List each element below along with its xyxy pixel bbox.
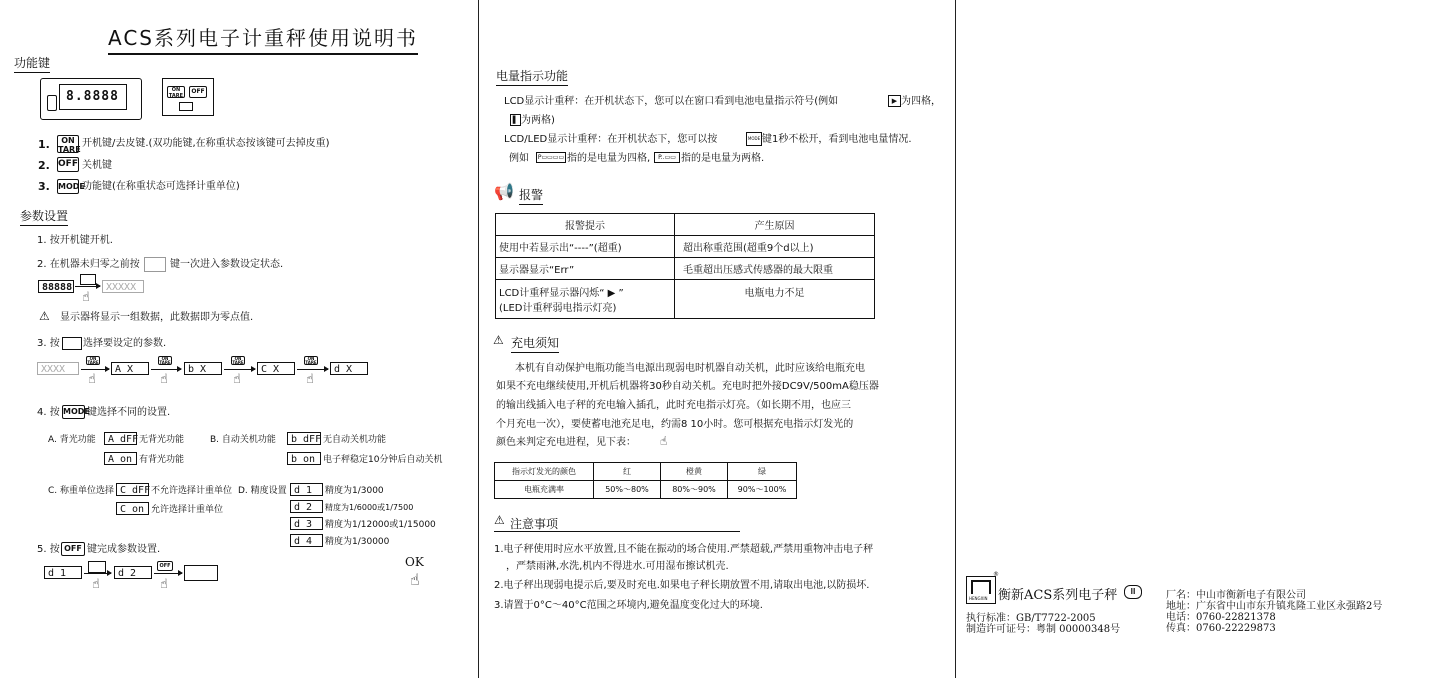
charge-cell: 50%～80% — [594, 481, 661, 499]
alarm-cell: 电瓶电力不足 — [675, 280, 875, 319]
option-d3-text: 精度为1/12000或1/15000 — [325, 520, 436, 530]
alarm-header-1: 报警提示 — [496, 214, 675, 236]
option-c-on-lcd: C on — [116, 502, 149, 515]
step2-key-box — [144, 257, 166, 272]
battery-line-1b: 为四格， — [901, 96, 941, 107]
step3-on-key-1: ON TARE — [87, 356, 99, 365]
alarm-cell: 超出称重范围(超重9个d以上) — [675, 236, 875, 258]
keypad-on-key: ON TARE — [168, 87, 184, 99]
charge-cell: 绿 — [728, 463, 797, 481]
charge-cell: 90%～100% — [728, 481, 797, 499]
battery-line-4: 例如 — [509, 153, 529, 164]
alarm-table — [495, 213, 875, 319]
charge-cell: 电瓶充满率 — [495, 481, 594, 499]
charge-cell: 指示灯发光的颜色 — [495, 463, 594, 481]
hand-icon: ☝ — [160, 372, 168, 387]
charge-cell: 红 — [594, 463, 661, 481]
option-c-label: C. 称重单位选择 — [48, 486, 115, 496]
scale-display: 8.8888 — [59, 84, 127, 110]
charge-cell: 橙黄 — [661, 463, 728, 481]
step3-display-1: XXXX — [37, 362, 79, 375]
step4-mode-key: MODE — [62, 405, 85, 419]
warning-icon: ⚠ — [39, 309, 50, 323]
charge-line-2: 如果不充电继续使用,开机后机器将30秒自动关机。充电时把外接DC9V/500mA稳压器 — [496, 381, 879, 392]
option-d2-lcd: d 2 — [290, 500, 323, 513]
option-d1-text: 精度为1/3000 — [325, 486, 384, 496]
key3-text: 功能键(在称重状态可选择计重单位) — [82, 181, 240, 192]
option-c-off-text: 不允许选择计重单位 — [151, 486, 233, 496]
step3-on-key-2: ON TARE — [159, 356, 171, 365]
charge-line-1: 本机有自动保护电瓶功能当电源出现弱电时机器自动关机，此时应该给电瓶充电 — [515, 363, 865, 374]
step5-display-2: d 2 — [114, 566, 152, 579]
alarm-cell: 毛重超出压感式传感器的最大限重 — [675, 258, 875, 280]
key3-num: 3. — [38, 180, 50, 193]
option-c-on-text: 允许选择计重单位 — [151, 505, 224, 515]
key2-text: 关机键 — [82, 160, 112, 171]
param-heading: 参数设置 — [20, 207, 68, 226]
step3-arrow-2 — [151, 369, 181, 370]
off-key: OFF — [57, 157, 79, 172]
charge-table — [494, 462, 797, 499]
battery-line-1: LCD显示计重秤：在开机状态下，您可以在窗口看到电池电量指示符号(例如 — [504, 96, 839, 107]
option-d4-text: 精度为1/30000 — [325, 537, 390, 547]
step5-off-key-2: OFF — [157, 561, 173, 571]
alarm-icon: 📢 — [494, 182, 514, 201]
on-tare-key: ON TARE — [58, 136, 81, 154]
charge-line-3: 的输出线插入电子秤的充电输入插孔，此时充电指示灯亮。（如长期不用，也应三 — [496, 400, 851, 411]
step5-text-a: 5. 按 — [37, 544, 60, 555]
battery-line-3: LCD/LED显示计重秤：在开机状态下，您可以按 — [504, 134, 718, 145]
note-line-3: 2.电子秤出现弱电提示后,要及时充电.如果电子秤长期放置不用,请取出电池,以防损坏. — [494, 580, 870, 591]
battery-heading: 电量指示功能 — [496, 67, 568, 86]
scale-panel-drawing — [40, 78, 142, 120]
option-d3-lcd: d 3 — [290, 517, 323, 530]
option-c-off-lcd: C dFF — [116, 483, 149, 496]
key1-text: 开机键/去皮键.(双功能键,在称重状态按该键可去掉皮重) — [82, 138, 330, 149]
step3-display-5: d X — [330, 362, 368, 375]
factory-text: 厂名：中山市衡新电子有限公司 — [1166, 590, 1306, 601]
step3-on-key-3: ON TARE — [232, 356, 244, 365]
battery-line-2: 为两格) — [521, 115, 555, 126]
alarm-cell: 显示器显示“Err” — [496, 258, 675, 280]
battery-two-icon: P..▭▭ — [654, 152, 680, 163]
hand-icon: ☝ — [92, 577, 100, 592]
hand-icon: ☝ — [88, 372, 96, 387]
option-b-label: B. 自动关机功能 — [210, 435, 276, 445]
mode-key: MODE — [57, 179, 79, 194]
key2-num: 2. — [38, 159, 50, 172]
option-a-on-lcd: A on — [104, 452, 137, 465]
battery-half-icon: ▌ — [510, 114, 521, 126]
option-b-off-lcd: b dFF — [287, 432, 321, 445]
notes-underline — [494, 531, 740, 532]
battery-line-4b: 指的是电量为四格, — [567, 153, 651, 164]
option-b-off-text: 无自动关机功能 — [323, 435, 387, 445]
step5-display-3 — [184, 565, 218, 581]
step3-arrow-4 — [297, 369, 328, 370]
option-a-label: A. 背光功能 — [48, 435, 96, 445]
tel-text: 电话：0760-22821378 — [1166, 612, 1276, 623]
battery-line-3b: 键1秒不松开，看到电池电量情况. — [762, 134, 912, 145]
warn-text: 显示器将显示一组数据，此数据即为零点值. — [60, 312, 254, 323]
option-b-on-lcd: b on — [287, 452, 321, 465]
note-line-1: 1.电子秤使用时应水平放置,且不能在振动的场合使用.严禁超载,严禁用重物冲击电子秤 — [494, 544, 874, 555]
fax-text: 传真：0760-22229873 — [1166, 623, 1276, 634]
func-heading: 功能键 — [14, 54, 50, 73]
alarm-cell: 使用中若显示出“----”(超重) — [496, 236, 675, 258]
key1-num: 1. — [38, 138, 50, 151]
battery-arrow-icon: ▶ — [888, 95, 901, 107]
step5-key-box — [88, 561, 106, 573]
notes-heading: 注意事项 — [510, 517, 559, 531]
battery-line-4c: 指的是电量为两格. — [681, 153, 765, 164]
step5-arrow-2 — [154, 573, 182, 574]
alarm-cell: LCD计重秤显示器闪烁“ ▶ ” (LED计重秤弱电指示灯亮) — [496, 280, 675, 319]
step5-display-1: d 1 — [44, 566, 82, 579]
hand-icon: ☝ — [160, 577, 168, 592]
step3-arrow-1 — [81, 369, 109, 370]
step4-text-b: 键选择不同的设置. — [87, 407, 171, 418]
step3-text-a: 3. 按 — [37, 338, 60, 349]
pointing-hand-icon: ☝ — [660, 434, 668, 448]
step3-text-b: 选择要设定的参数. — [83, 338, 167, 349]
step3-key-box — [62, 337, 82, 350]
step2-arrow — [75, 286, 100, 287]
step5-off-key: OFF — [61, 542, 85, 556]
note-line-2: ，严禁雨淋,水洗,机内不得进水.可用湿布擦试机壳. — [506, 561, 729, 572]
fold-line-1 — [478, 0, 479, 678]
step2-display-2: XXXXX — [102, 280, 144, 293]
step3-on-key-4: ON TARE — [305, 356, 317, 365]
step3-arrow-3 — [224, 369, 255, 370]
alarm-heading: 报警 — [519, 186, 543, 205]
charge-line-5: 颜色来判定充电进程，见下表： — [496, 437, 636, 448]
address-text: 地址：广东省中山市东升镇兆隆工业区永强路2号 — [1166, 601, 1383, 612]
warning-icon: ⚠ — [493, 333, 504, 347]
step2-key-box-2 — [80, 274, 96, 285]
battery-icon — [47, 95, 57, 111]
step2-text-a: 2. 在机器未归零之前按 — [37, 259, 140, 270]
registered-mark: ® — [993, 571, 999, 578]
step2-text-b: 键一次进入参数设定状态. — [170, 259, 284, 270]
fold-line-2 — [955, 0, 956, 678]
brand-badge: Ⅲ — [1124, 585, 1142, 599]
option-a-off-text: 无背光功能 — [139, 435, 185, 445]
note-line-4: 3.请置于0°C～40°C范围之环境内,避免温度变化过大的环境. — [494, 600, 763, 611]
charge-line-4: 个月充电一次），要使蓄电池充足电，约需8 10小时。您可根据充电指示灯发光的 — [496, 419, 854, 430]
option-d4-lcd: d 4 — [290, 534, 323, 547]
option-b-on-text: 电子秤稳定10分钟后自动关机 — [323, 455, 443, 465]
keypad-mode-key — [179, 102, 193, 111]
option-d1-lcd: d 1 — [290, 483, 323, 496]
charge-cell: 80%～90% — [661, 481, 728, 499]
warning-icon: ⚠ — [494, 513, 505, 527]
hand-icon: ☝ — [82, 290, 90, 305]
option-a-off-lcd: A dFF — [104, 432, 137, 445]
keypad-drawing — [162, 78, 214, 116]
hand-icon: ☝ — [233, 372, 241, 387]
step1-text: 1. 按开机键开机. — [37, 235, 113, 246]
hand-icon: ☝ — [306, 372, 314, 387]
step4-text-a: 4. 按 — [37, 407, 60, 418]
page-title: ACS系列电子计重秤使用说明书 — [108, 22, 418, 55]
keypad-off-key: OFF — [189, 86, 207, 98]
logo: HENGXIN — [966, 576, 996, 604]
ok-label: OK — [405, 555, 424, 569]
step3-display-3: b X — [184, 362, 222, 375]
step2-display-1: 88888 — [38, 280, 74, 293]
hand-icon: ☝ — [410, 570, 420, 589]
step3-display-4: C X — [257, 362, 295, 375]
option-a-on-text: 有背光功能 — [139, 455, 185, 465]
standard-text: 执行标准：GB/T7722-2005 — [966, 613, 1096, 624]
step3-display-2: A X — [111, 362, 149, 375]
license-text: 制造许可证号：粤制 00000348号 — [966, 624, 1121, 635]
option-d-label: D. 精度设置 — [238, 486, 287, 496]
battery-four-icon: P▭▭▭▭ — [537, 154, 565, 161]
step5-arrow-1 — [84, 573, 111, 574]
brand-name: 衡新ACS系列电子秤 — [998, 588, 1118, 603]
option-d2-text: 精度为1/6000或1/7500 — [325, 503, 414, 512]
step5-text-b: 键完成参数设置. — [87, 544, 161, 555]
mode-key-icon: MODE — [746, 132, 762, 146]
charge-heading: 充电须知 — [511, 334, 559, 353]
alarm-header-2: 产生原因 — [675, 214, 875, 236]
